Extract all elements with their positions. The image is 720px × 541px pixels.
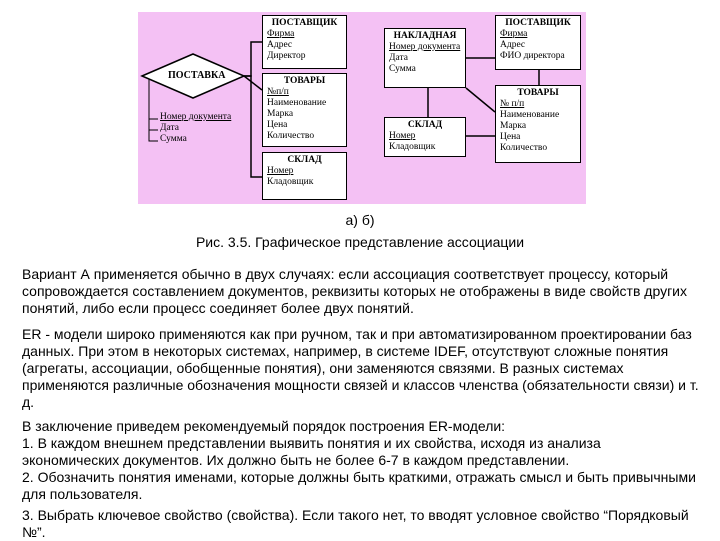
entity-field: Адрес [267,40,293,50]
entity-field: Кладовщик [267,177,314,187]
property-sum: Сумма [160,134,187,144]
paragraph-text: Вариант А применяется обычно в двух случаях: если ассоциация соответствует процессу, который сопровождается составлением документов, реквизиты которых не отображены в виде свойств других понятий, либо если процесс соединяет более двух понятий. [22,266,687,316]
entity-title: ТОВАРЫ [283,76,326,86]
step-item: 2. Обозначить понятия именами, которые должны быть краткими, отражать смысл и быть привычными для пользователя. [22,469,696,502]
entity-title: НАКЛАДНАЯ [393,31,457,41]
left-goods-entity [262,73,347,147]
association-properties [160,112,231,145]
entity-title: ПОСТАВЩИК [505,18,571,28]
left-supplier-entity [262,15,347,69]
left-warehouse-entity [262,152,347,200]
entity-field: Количество [500,143,548,153]
right-goods-entity [495,85,581,163]
entity-field: Адрес [500,40,526,50]
paragraph [22,326,700,411]
entity-field: Марка [267,109,294,119]
entity-field: Директор [267,51,306,61]
props-bracket [149,79,158,141]
entity-title: СКЛАД [407,120,443,130]
entity-title: ПОСТАВЩИК [271,18,338,28]
entity-key-field: № п/п [500,99,525,109]
connector-supplier [244,42,262,76]
step-item: 3. Выбрать ключевое свойство (свойства). Если такого нет, то вводят условное свойство “Порядковый №”. [22,507,689,540]
step-item: 1. В каждом внешнем представлении выявить понятия и их свойства, исходя из анализа экономических документов. Их должно быть не более 6-7 в каждом представлении. [22,435,601,468]
right-warehouse-entity [384,117,466,157]
paragraph-text: ER - модели широко применяются как при ручном, так и при автоматизированном проектировании баз данных. При этом в некоторых системах, например, в системе IDEF, отсутствуют сложные понятия (агрегаты, ассоциации, обобщенные понятия), они заменяются связями. В разных системах применяются различные обозначения мощности связей и классов членства (обязательности связи) и т. д. [22,326,699,410]
association-label: ПОСТАВКА [168,70,226,81]
entity-field: Цена [267,120,288,130]
connector-invoice-goods [466,88,495,112]
entity-field: Сумма [389,64,416,74]
entity-key-field: Номер документа [389,42,461,52]
entity-field: Кладовщик [389,142,436,152]
entity-field: Наименование [500,110,560,120]
entity-key-field: №п/п [267,87,289,97]
entity-field: Цена [500,132,521,142]
entity-key-field: Фирма [267,29,295,39]
paragraph-text: В заключение приведем рекомендуемый порядок построения ER-модели: [22,418,506,434]
paragraph [22,266,700,317]
entity-field: Дата [389,53,408,63]
connector-goods [244,76,262,90]
entity-field: Марка [500,121,527,131]
ordered-steps [22,418,700,541]
figure-caption: Рис. 3.5. Графическое представление ассоциации [195,234,525,250]
association-figure [138,12,586,204]
connector-warehouse [244,76,262,177]
subfigure-labels: а) б) [345,212,375,228]
property-date: Дата [160,123,179,133]
entity-field: Количество [267,131,315,141]
entity-title: ТОВАРЫ [517,88,559,98]
entity-title: СКЛАД [287,155,322,165]
entity-key-field: Номер [389,131,416,141]
entity-key-field: Номер [267,166,294,176]
property-doc-number: Номер документа [160,112,232,122]
entity-field: Наименование [267,98,327,108]
entity-key-field: Фирма [500,29,528,39]
right-supplier-entity [495,15,581,70]
right-invoice-entity [384,28,466,88]
entity-field: ФИО директора [500,51,565,61]
